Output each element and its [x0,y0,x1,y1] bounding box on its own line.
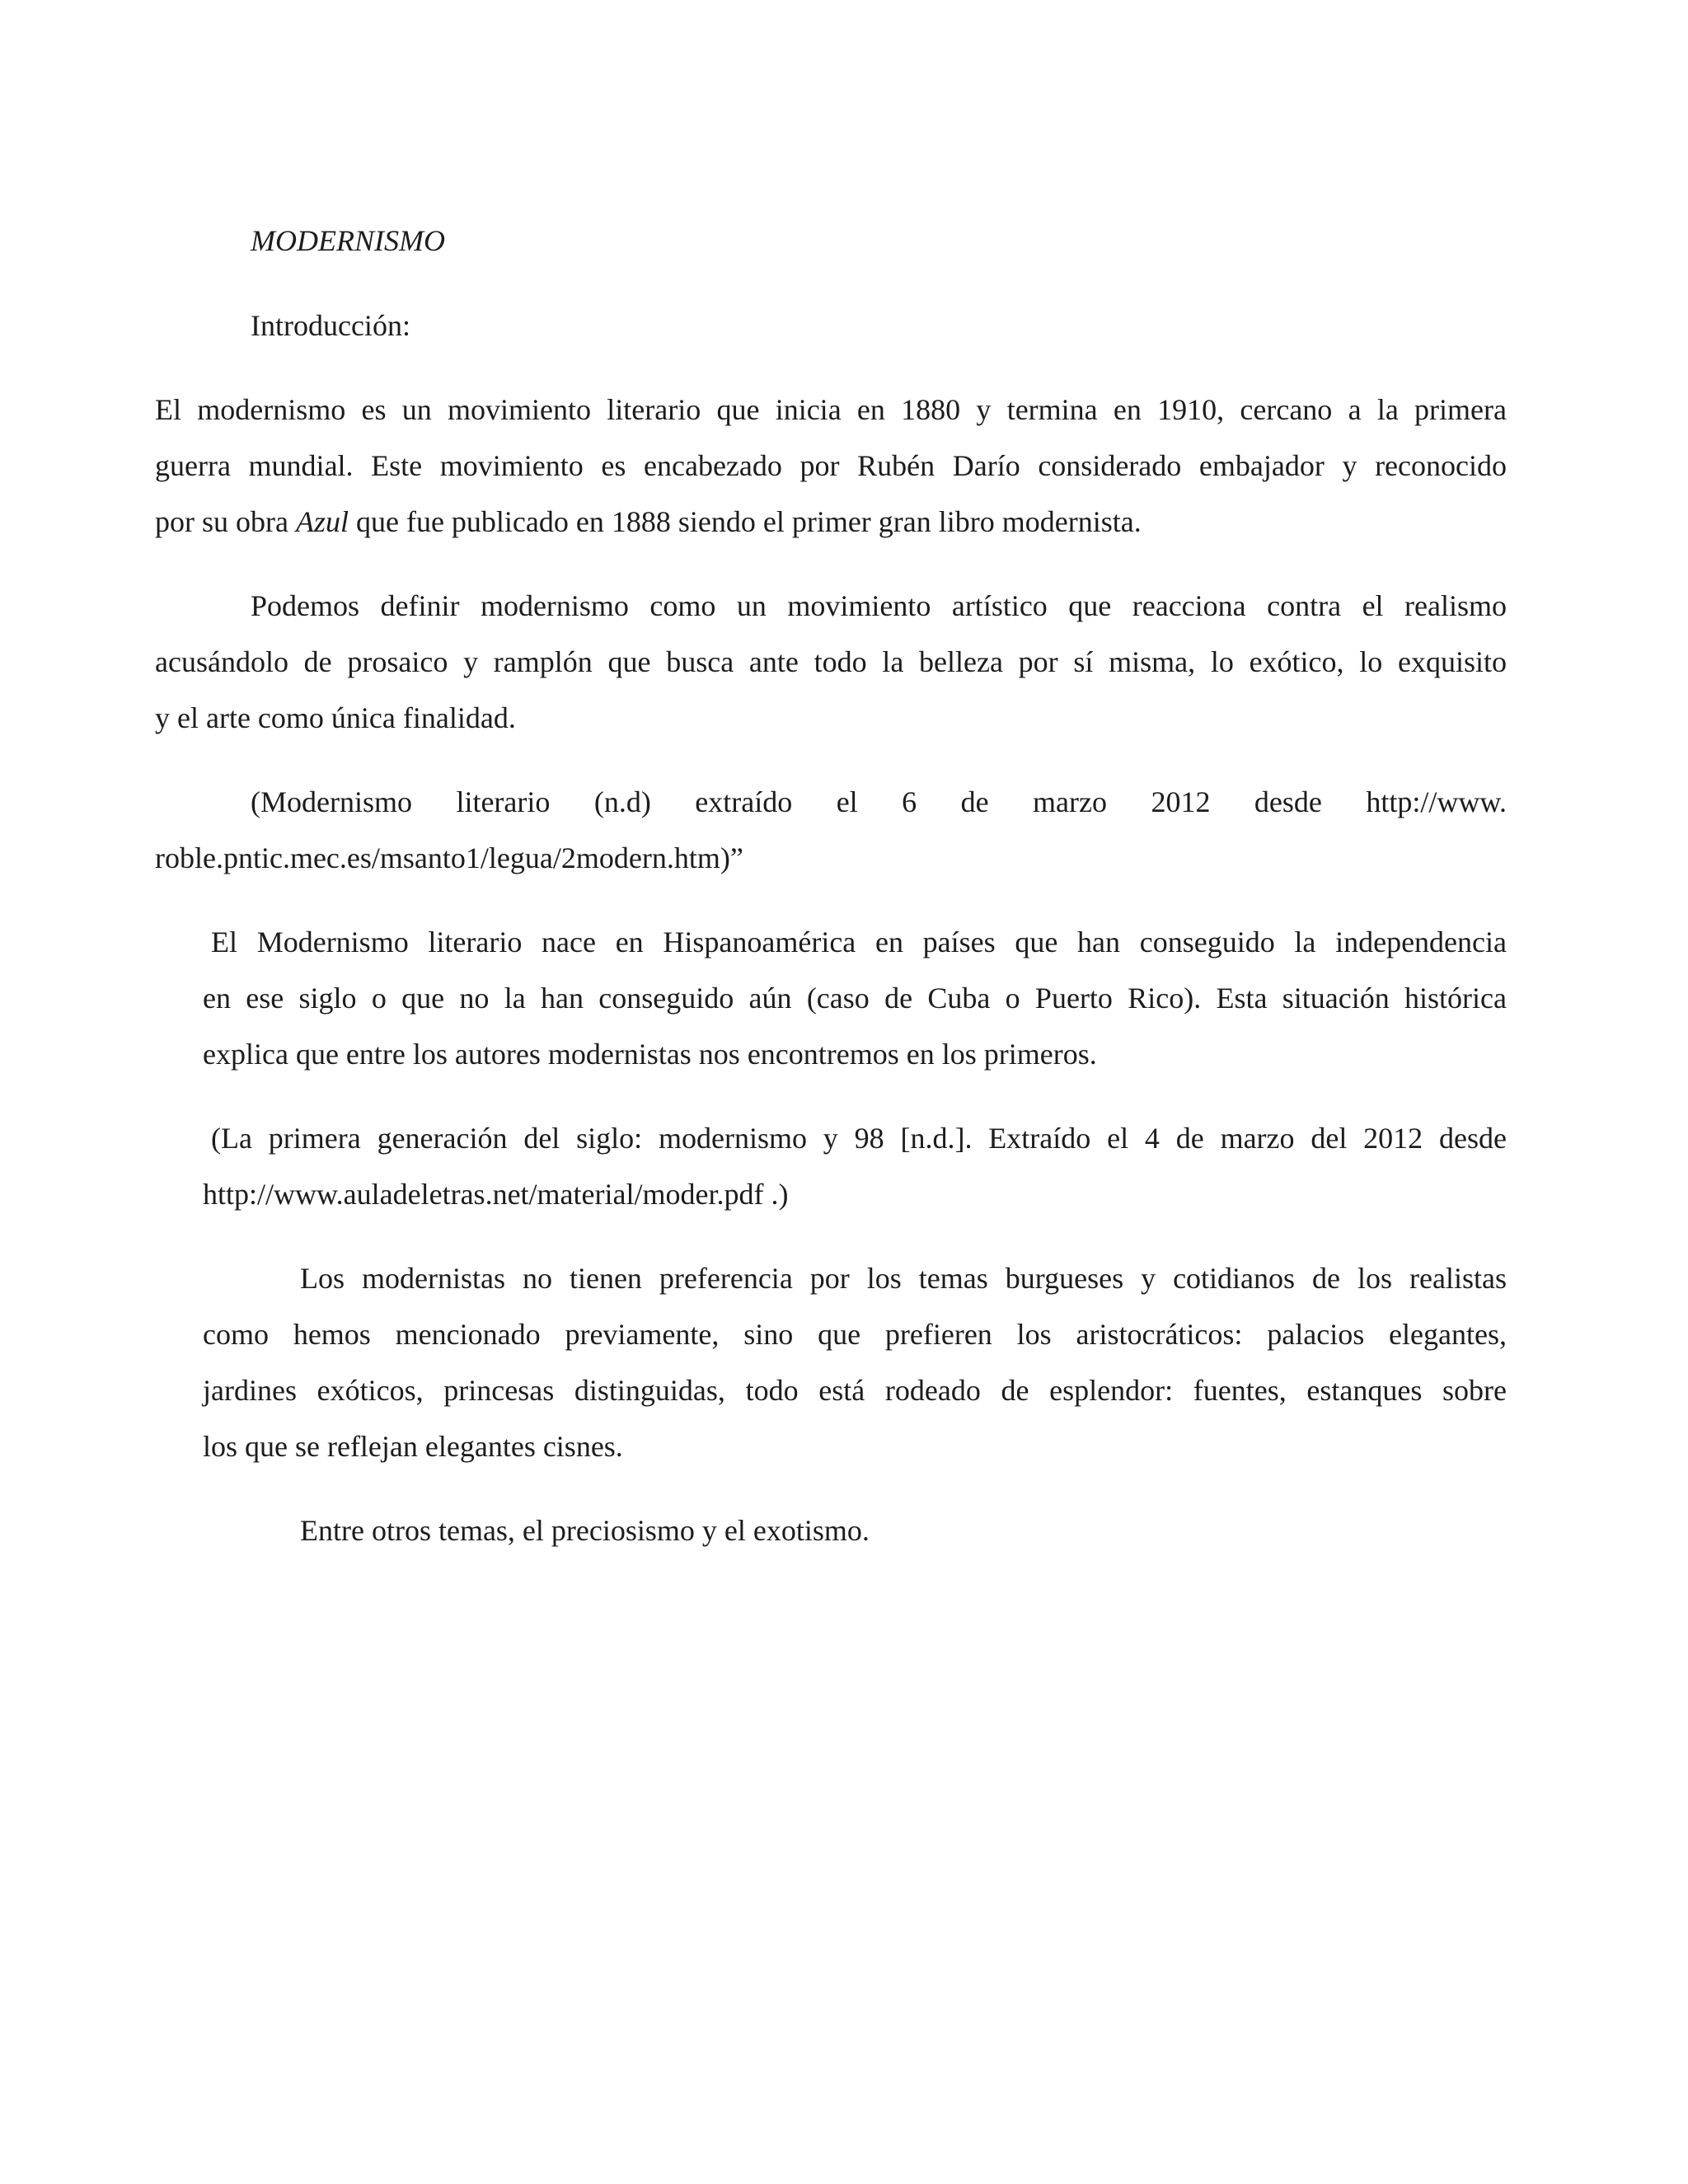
paragraph-3-line-2: en ese siglo o que no la han conseguido aún (caso de Cuba o Puerto Rico). Esta situación histórica [203,982,1507,1015]
citation-2-line-2: http://www.auladeletras.net/material/moder.pdf .) [203,1178,789,1211]
paragraph-1-line-1: El modernismo es un movimiento literario que inicia en 1880 y termina en 1910, cercano a la primera [155,393,1507,426]
paragraph-3-line-1: El Modernismo literario nace en Hispanoamérica en países que han conseguido la independencia [211,926,1507,958]
paragraph-4-line-1: Los modernistas no tienen preferencia por los temas burgueses y cotidianos de los realistas [300,1262,1507,1295]
paragraph-2-line-1: Podemos definir modernismo como un movimiento artístico que reacciona contra el realismo [251,589,1507,622]
book-title-azul: Azul [295,505,349,538]
paragraph-1-line-3: por su obra Azul que fue publicado en 1888 siendo el primer gran libro modernista. [155,505,1142,538]
paragraph-5: Entre otros temas, el preciosismo y el exotismo. [300,1514,870,1547]
paragraph-1-line-2: guerra mundial. Este movimiento es encabezado por Rubén Darío considerado embajador y reconocido [155,449,1507,482]
document-title: MODERNISMO [251,224,445,257]
paragraph-4-line-3: jardines exóticos, princesas distinguidas, todo está rodeado de esplendor: fuentes, estanques sobre [203,1374,1507,1407]
citation-2-line-1: (La primera generación del siglo: modernismo y 98 [n.d.]. Extraído el 4 de marzo del 2012 desde [211,1122,1507,1155]
intro-heading: Introducción: [251,309,410,342]
paragraph-2-line-2: acusándolo de prosaico y ramplón que busca ante todo la belleza por sí misma, lo exótico, lo exquisito [155,645,1507,678]
citation-1-line-2: roble.pntic.mec.es/msanto1/legua/2modern.htm)” [155,841,743,874]
paragraph-4-line-4: los que se reflejan elegantes cisnes. [203,1430,623,1463]
paragraph-4-line-2: como hemos mencionado previamente, sino que prefieren los aristocráticos: palacios elegantes, [203,1318,1507,1351]
citation-1-line-1: (Modernismo literario (n.d) extraído el 6 de marzo 2012 desde http://www. [251,785,1507,818]
paragraph-2-line-3: y el arte como única finalidad. [155,701,516,734]
paragraph-3-line-3: explica que entre los autores modernistas nos encontremos en los primeros. [203,1038,1097,1071]
